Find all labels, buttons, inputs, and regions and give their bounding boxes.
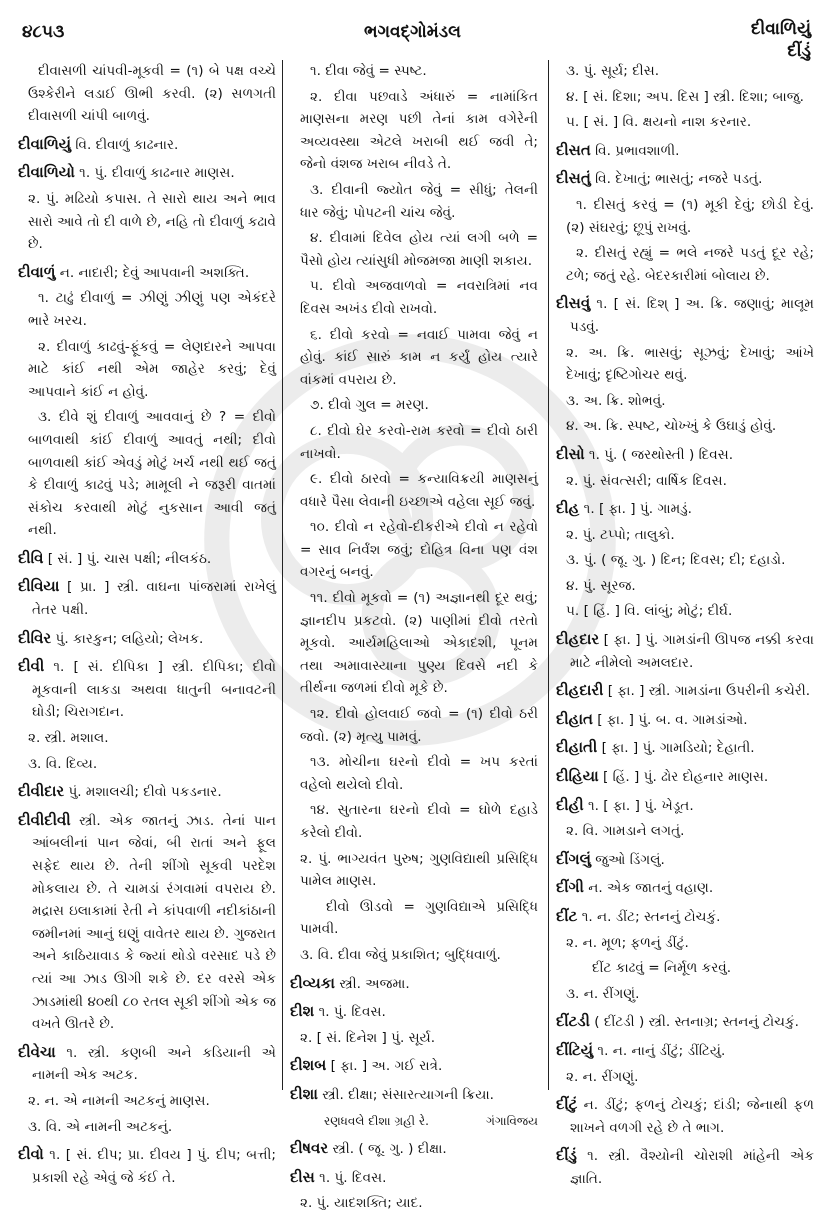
definition-text: ન. નાદારી; દેવું આપવાની અશક્તિ. [59, 264, 250, 281]
dictionary-entry [556, 1144, 814, 1190]
definition-text: ન. ડીંટું; ફળનું ટોચકું; દાંડી; જેનાથી ફળ શાખને વળગી રહે છે તે ભાગ. [570, 1097, 814, 1136]
definition-text: ૫. દીવો અજવાળવો = નવરાત્રિમાં નવ દિવસ અખંડ દીવો રાખવો. [300, 278, 538, 317]
sense [18, 727, 276, 750]
dictionary-entry [290, 1000, 538, 1024]
dictionary-entry [556, 628, 814, 674]
headword: દીવિર [18, 628, 52, 647]
definition-text: ૨. પું. ટપ્પો; તાલુકો. [566, 526, 675, 543]
definition-text: ૧. સ્ત્રી. કણબી અને કડિયાની એ નામની એક અટક. [32, 1044, 276, 1084]
dictionary-entry [556, 736, 814, 760]
dictionary-entry [18, 1041, 276, 1087]
definition-text: ૧. પું. દિવસ. [319, 1169, 387, 1186]
headword: દીવિ [18, 548, 44, 567]
phrase [290, 468, 538, 513]
definition-text: ૧૪. સુતારના ઘરનો દીવો = ઘોળે દહાડે કરેલો દીવો. [300, 802, 538, 841]
definition-text: ૨. [ સં. દિનેશ ] પું. સૂર્ય. [300, 1029, 436, 1046]
phrase [290, 394, 538, 417]
phrase [290, 703, 538, 748]
phrase [290, 516, 538, 584]
phrase [290, 275, 538, 320]
sense [290, 848, 538, 893]
definition-text: [ પ્રા. ] સ્ત્રી. વાઘના પાંજરામાં રાખેલું તેતર પક્ષી. [32, 579, 276, 619]
dictionary-entry [556, 905, 814, 929]
sense [556, 932, 814, 955]
definition-text: ૧૦. દીવો ન રહેવો-દીકરીએ દીવો ન રહેવો = સાવ નિર્વંશ જવું; દોહિત્ર વિના પણ વંશ વગરનું બનવું. [300, 519, 538, 581]
headword: દીહદારી [556, 681, 604, 700]
headword: દીંડું [556, 1146, 577, 1165]
phrase [556, 957, 814, 980]
dictionary-entry [18, 575, 276, 621]
phrase [290, 227, 538, 272]
definition-text: [ ફા. ] પું. ગામડાંની ઊપજ નક્કી કરવા માટે નીમેલો અમલદાર. [570, 632, 814, 671]
definition-text: ૪. અ. ક્રિ. સ્પષ્ટ, ચોખ્ખું કે ઉઘાડું હોવું. [566, 418, 777, 435]
dictionary-entry [556, 139, 814, 163]
headword: દીવ્યકા [290, 973, 335, 992]
headword: દીહિયા [556, 767, 599, 786]
definition-text: ન. એક જાતનું વહાણ. [588, 880, 714, 897]
sense [556, 470, 814, 493]
sense [556, 524, 814, 547]
definition-text: ૩. પું. સૂર્ય; દીસ. [566, 63, 660, 79]
sense [556, 390, 814, 413]
headword: દીહદાર [556, 630, 600, 649]
sense [18, 1090, 276, 1113]
definition-text: ૧. [ ફા. ] પું. ગામડું. [583, 501, 693, 518]
sense [556, 60, 814, 83]
definition-text: ૧. ન. ડીંટ; સ્તનનું ટોચકું. [581, 909, 721, 925]
headword: દીંગી [556, 878, 584, 897]
definition-text: વિ. દીવાળું કાઢનાર. [75, 136, 179, 153]
definition-text: ૨. દીવાળું કાઢવું-ફૂંકવું = લેણદારને આપવા માટે કાંઈ નથી એમ જાહેર કરવું; દેવું આપવાને કાંઈ ન હોવું. [28, 338, 276, 400]
headword: દીવીદાર [18, 782, 65, 801]
definition-text: ૧. પું. ( જરથોસ્તી ) દિવસ. [588, 446, 734, 463]
definition-text: ૬. દીવો કરવો = નવાઈ પામવા જેવું ન હોવું. કાંઈ સારું કામ ન કર્યું હોય ત્યારે વાંકમાં વપરાય છે. [300, 326, 538, 388]
column-1 [18, 60, 276, 1192]
dictionary-entry [18, 133, 276, 157]
phrase [290, 60, 538, 83]
sense [18, 188, 276, 256]
headword: દીહ [556, 499, 580, 518]
definition-text: ૧. ટાઢું દીવાળું = ઝીણું ઝીણું પણ એકંદરે ભારે ખરચ. [28, 290, 276, 329]
headword: દીવાળિયો [18, 163, 75, 182]
definition-text: [ ફા. ] પું. બ. વ. ગામડાંઓ. [597, 711, 748, 728]
guide-word-first: દીવાળિયું [750, 19, 811, 39]
dictionary-entry [290, 1054, 538, 1078]
definition-text: ૨. ન. એ નામની અટકનું માણસ. [28, 1092, 210, 1109]
column-3 [556, 60, 814, 1194]
definition-text: વિ. પ્રભાવશાળી. [595, 142, 680, 159]
definition-text: ૩. વિ. દીવા જેવું પ્રકાશિત; બુદ્ધિવાળું. [300, 946, 501, 963]
phrase [18, 287, 276, 332]
definition-text: ૧. ન. નાનું ડીંટું; ડીંટિયું. [597, 1042, 726, 1059]
dictionary-entry [556, 1093, 814, 1139]
definition-text: ૨. સ્ત્રી. મશાલ. [28, 730, 109, 747]
definition-text: ૧. [ સં. દીપિકા ] સ્ત્રી. દીપિકા; દીવો મૂકવાની લાકડા અથવા ધાતુની બનાવટની ઘોડી; ચિરાગદાન. [32, 659, 276, 721]
definition-text: ૫. [ સં. ] વિ. ક્ષયનો નાશ કરનાર. [566, 114, 752, 131]
quotation [290, 1110, 538, 1133]
definition-text: ૨. દીવા પછવાડે અંધારું = નામાંકિત માણસના મરણ પછી તેનાં કામ વગેરેની અવ્યવસ્થા એટલે ખરાબી થઈ જવી તે; જેનો વંશજ ખરાબ નીવડે તે. [300, 88, 538, 173]
sense [556, 820, 814, 843]
dictionary-entry [18, 1143, 276, 1189]
definition-text: [ સં. ] પું. ચાસ પક્ષી; નીલકંઠ. [47, 550, 212, 567]
headword: દીવો [18, 1145, 44, 1164]
definition-text: ૨. દીસતું રહ્યું = ભલે નજરે પડતું દૂર રહે; ટળે; જતું રહે. બેદરકારીમાં બોલાય છે. [566, 245, 814, 284]
column-divider [548, 60, 549, 1090]
phrase [290, 324, 538, 392]
sense [290, 944, 538, 967]
definition-text: દીવો ઊડવો = ગુણવિદ્યાએ પ્રસિદ્ધિ પામવી. [300, 898, 538, 938]
dictionary-entry [556, 1039, 814, 1063]
dictionary-entry [18, 809, 276, 1036]
definition-text: ૩. દીવાની જ્યોત જેવું = સીધું; તેલની ધાર જેવું; પોપટની ચાંચ જેવું. [300, 181, 538, 221]
headword: દીષવર [290, 1139, 329, 1158]
sense [556, 111, 814, 134]
definition-text: સ્ત્રી. અજમા. [339, 975, 410, 992]
dictionary-entry [556, 765, 814, 789]
definition-text: સ્ત્રી. એક જાતનું ઝાડ. તેનાં પાન આંબલીનાં પાન જેવાં, બી રાતાં અને ફૂલ સફેદ થાય છે. તેની શીંગો સૂકવી પરદેશ મોકલાય છે. તે ચામડાં રંગવામાં વપરાય છે. મદ્રાસ ઇલાકામાં રેતી ને કાંપવાળી નદીકાંઠાની જમીનમાં આનું ઘણું વાવેતર થાય છે. ગુજરાત અને કાઠિયાવાડ કે જ્યાં થોડો વરસાદ પડે છે ત્યાં આ ઝાડ ઊગી શકે છે. દર વરસે એક ઝાડમાંથી ૪૦થી ૮૦ રતલ સૂકી શીંગો એક જ વખતે ઊતરે છે. [32, 812, 276, 1033]
dictionary-entry [556, 292, 814, 338]
sense [556, 983, 814, 1006]
headword: દીસવું [556, 294, 591, 313]
definition-text: ૮. દીવો ઘેર કરવો-રામ કરવો = દીવો ઠારી નાખવો. [300, 422, 538, 462]
phrase [556, 194, 814, 239]
definition-text: ૩. દીવે શું દીવાળું આવવાનું છે ? = દીવો બાળવાથી કાંઈ દીવાળું આવતું નથી; દીવો બાળવાથી કાંઈ એવડું મોટું ખર્ચ નથી થઈ જતું કે દીવાળું કાઢવું પડે; મામૂલી ને જરૂરી વાતમાં સંકોચ કરવાથી મોટું નુકસાન આવી જતું નથી. [28, 409, 276, 539]
headword: દીવિયા [18, 577, 60, 596]
headword: દીવેચા [18, 1042, 56, 1061]
definition-text: ૧. સ્ત્રી. વૈશ્યોની ચોરાશી માંહેની એક જ્ઞાતિ. [570, 1148, 814, 1187]
definition-text: ૨. પું. યાદશક્તિ; યાદ. [300, 1195, 423, 1212]
definition-text: ૨. અ. ક્રિ. ભાસવું; સૂઝવું; દેખાવું; આંખે દેખાવું; દૃષ્ટિગોચર થવું. [566, 344, 814, 384]
sense [556, 549, 814, 572]
dictionary-entry [556, 794, 814, 818]
guide-words [751, 18, 811, 62]
definition-text: ૭. દીવો ગુલ = મરણ. [310, 397, 429, 414]
headword: દીસત [556, 140, 591, 159]
dictionary-entry [556, 167, 814, 191]
headword: દીહાતી [556, 738, 598, 757]
headword: દીસ [290, 1167, 315, 1186]
definition-text: ૩. વિ. એ નામની અટકનું. [28, 1118, 173, 1135]
phrase [290, 179, 538, 224]
headword: દીસો [556, 444, 585, 463]
sense [556, 600, 814, 623]
phrase [18, 406, 276, 542]
headword: દીંટિયું [556, 1040, 594, 1059]
headword: દીહી [556, 795, 584, 814]
dictionary-entry [18, 780, 276, 804]
definition-text: વિ. દેખાતું; ભાસતું; નજરે પડતું. [595, 171, 763, 188]
dictionary-entry [18, 261, 276, 285]
headword: દીંટ [556, 907, 578, 925]
sense [18, 753, 276, 776]
definition-text: ૩. ન. રીંગણું. [566, 985, 640, 1002]
sense [556, 86, 814, 109]
definition-text: ૫. [ હિં. ] વિ. લાંબું; મોટું; દીર્ઘ. [566, 603, 733, 620]
definition-text: પું. મશાલચી; દીવો પકડનાર. [68, 784, 222, 801]
dictionary-entry [18, 655, 276, 724]
definition-text: ( દીંટડી ) સ્ત્રી. સ્તનાગ્ર; સ્તનનું ટોચકું. [594, 1014, 799, 1031]
dictionary-entry [18, 547, 276, 571]
phrase [556, 242, 814, 287]
headword: દીશા [290, 1084, 318, 1103]
dictionary-entry [556, 876, 814, 900]
headword: દીવી [18, 657, 45, 676]
headword: દીંગલું [556, 849, 591, 868]
definition-text: ૪. દીવામાં દિવેલ હોય ત્યાં લગી બળે = પૈસો હોય ત્યાંસુધી મોજમજા માણી શકાય. [300, 230, 538, 269]
headword: દીંટડી [556, 1012, 590, 1031]
dictionary-entry [556, 708, 814, 732]
definition-text: ૧. [ સં. દિશ્ ] અ. ક્રિ. જણાવું; માલૂમ પડવું. [570, 296, 814, 335]
definition-text: ૨. પું. ભાગ્યવંત પુરુષ; ગુણવિદ્યાથી પ્રસિદ્ધિ પામેલ માણસ. [300, 850, 538, 890]
dictionary-entry [290, 1083, 538, 1107]
definition-text: ૧૨. દીવો હોલવાઈ જવો = (૧) દીવો ઠરી જવો. (૨) મૃત્યુ પામવું. [300, 706, 538, 745]
definition-text: ૩. વિ. દિવ્ય. [28, 755, 98, 772]
definition-text: ૨. ન. રીંગણું. [566, 1068, 639, 1085]
column-divider [282, 60, 283, 1090]
sense [556, 575, 814, 598]
dictionary-entry [290, 1137, 538, 1161]
definition-text: ૯. દીવો ઠારવો = કન્યાવિક્રયી માણસનું વધારે પૈસા લેવાની ઇચ્છાએ વહેલા સૂઈ જવું. [300, 471, 538, 510]
headword: દીવીદીવી [18, 810, 71, 829]
definition-text: ૨. પું. મઢિયો કપાસ. તે સારો થાય અને ભાવ સારો આવે તો દી વાળે છે, નહિ તો દીવાળું કઢાવે છે. [28, 190, 276, 253]
definition-text: ૪. [ સં. દિશા; અપ. દિસ ] સ્ત્રી. દિશા; બાજુ. [566, 88, 804, 105]
definition-text: પું. કારકુન; લહિયો; લેખક. [55, 630, 204, 647]
definition-text: [ ફા. ] પું. ગામડિયો; દેહાતી. [601, 740, 755, 757]
phrase [290, 896, 538, 941]
definition-text: સ્ત્રી. દીક્ષા; સંસારત્યાગની ક્રિયા. [322, 1086, 494, 1103]
sense [556, 1066, 814, 1089]
definition-text: જુઓ ડિંગલું. [595, 851, 665, 868]
headword: દીવાળિયું [18, 134, 72, 153]
definition-text: દીંટ કાઢવું = નિર્મૂળ કરવું. [592, 960, 732, 977]
dictionary-entry [18, 161, 276, 185]
definition-text: ૪. પું. સૂરજ. [566, 577, 636, 594]
dictionary-entry [556, 443, 814, 467]
page-number: ૪૮૫૩ [22, 22, 65, 42]
headword: દીશબ [290, 1056, 327, 1075]
definition-text: ૧. પું. દિવસ. [318, 1004, 386, 1021]
definition-text: [ ફા. ] અ. ગઈ રાત્રે. [330, 1058, 443, 1075]
definition-text: [ ફા. ] સ્ત્રી. ગામડાંના ઉપરીની કચેરી. [607, 683, 811, 700]
sense [290, 1192, 538, 1215]
definition-text: દીવાસળી ચાંપવી-મૂકવી = (૧) બે પક્ષ વચ્ચે ઉશ્કેરીને લડાઈ ઊભી કરવી. (૨) સળગતી દીવાસળી ચાંપી બાળવું. [28, 63, 276, 125]
dictionary-entry [18, 627, 276, 651]
definition-text: ૧. [ સં. દીપ; પ્રા. દીવય ] પું. દીપ; બત્તી; પ્રકાશી રહે એવું જે કંઈ તે. [32, 1147, 276, 1186]
definition-text: ૧. દીસતું કરવું = (૧) મૂકી દેવું; છોડી દેવું. (૨) સંઘરવું; છૂપું રાખવું. [566, 196, 814, 236]
headword: દીંટું [556, 1095, 578, 1114]
dictionary-entry [556, 497, 814, 521]
quote-source: ગંગાવિજય [486, 1113, 538, 1128]
column-2 [290, 60, 538, 1218]
definition-text: ૧. પું. દીવાળું કાઢનાર માણસ. [79, 165, 235, 182]
definition-text: ૧. [ ફા. ] પું. ખેડૂત. [587, 797, 694, 814]
dictionary-entry [556, 848, 814, 872]
definition-text: ૧૧. દીવો મૂકવો = (૧) અજ્ઞાનથી દૂર થવું; જ્ઞાનદીપ પ્રકટવો. (૨) પાણીમાં દીવો તરતો મૂકવો. આર્યમહિલાઓ એકાદશી, પૂનમ તથા અમાવાસ્યાના પુણ્ય દિવસે નદી કે તીર્થના જળમાં દીવો મૂકે છે. [300, 590, 538, 697]
definition-text: ૩. અ. ક્રિ. શોભવું. [566, 392, 666, 409]
dictionary-entry [290, 972, 538, 996]
quote-text: રણધવલે દીશા ગ્રહી રે. [324, 1113, 429, 1128]
headword: દીસતું [556, 169, 591, 188]
headword: દીવાળું [18, 262, 56, 281]
phrase [290, 751, 538, 796]
dictionary-entry [290, 1166, 538, 1190]
sense [290, 1027, 538, 1050]
definition-text: ૨. પું. સંવત્સરી; વાર્ષિક દિવસ. [566, 472, 727, 489]
phrase [290, 420, 538, 465]
phrase [290, 587, 538, 700]
headword: દીહાત [556, 709, 593, 728]
phrase [290, 799, 538, 844]
headword: દીશ [290, 1002, 315, 1021]
guide-word-last: દીંડું [787, 41, 811, 61]
definition-text: ૩. પું. ( જૂ. ગુ. ) દિન; દિવસ; દી; દહાડો. [566, 552, 786, 569]
phrase [290, 86, 538, 176]
definition-text: ૨. વિ. ગામડાને લગતું. [566, 823, 685, 840]
phrase [18, 60, 276, 128]
definition-text: સ્ત્રી. ( જૂ. ગુ. ) દીક્ષા. [332, 1141, 447, 1158]
definition-text: ૧૩. મોચીના ઘરનો દીવો = ખપ કરતાં વહેલો થયેલો દીવો. [300, 754, 538, 793]
sense [556, 342, 814, 387]
definition-text: ૧. દીવા જેવું = સ્પષ્ટ. [310, 63, 427, 79]
definition-text: [ હિં. ] પું. ઢોર દોહનાર માણસ. [603, 769, 769, 786]
dictionary-entry [556, 1010, 814, 1034]
definition-text: ૨. ન. મૂળ; ફળનું ડીંટું. [566, 934, 689, 951]
sense [18, 1116, 276, 1139]
sense [556, 415, 814, 438]
book-title: ભગવદ્ગોમંડલ [364, 22, 461, 42]
dictionary-entry [556, 679, 814, 703]
phrase [18, 336, 276, 404]
